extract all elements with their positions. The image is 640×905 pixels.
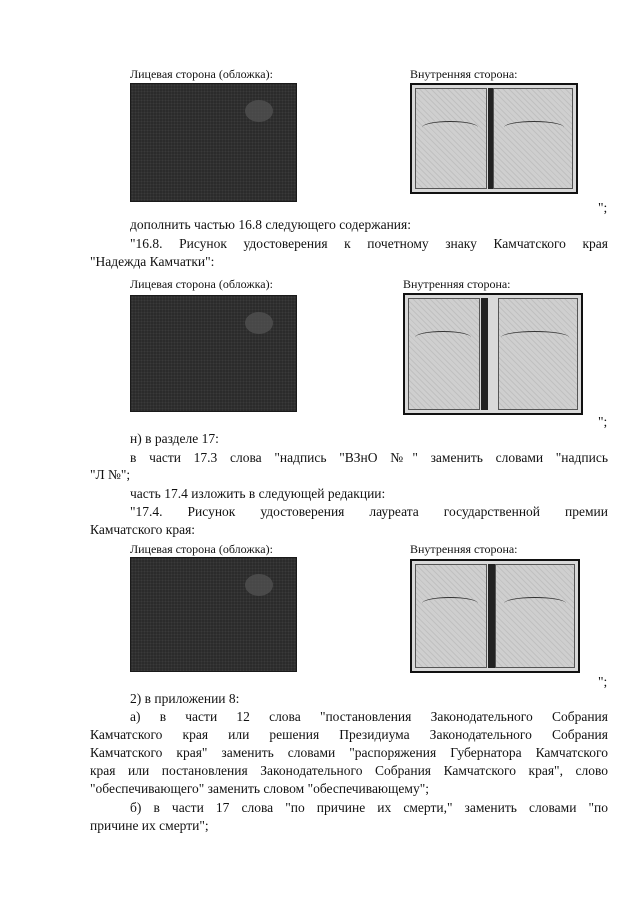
inner-side-image-1 bbox=[410, 83, 578, 194]
closing-mark-2: "; bbox=[598, 414, 608, 429]
inner-side-label-2: Внутренняя сторона: bbox=[403, 277, 511, 291]
text-line: "Надежда Камчатки": bbox=[90, 254, 215, 269]
text-line: причине их смерти"; bbox=[90, 818, 209, 833]
inner-side-label-3: Внутренняя сторона: bbox=[410, 542, 518, 556]
text-line: Камчатского края: bbox=[90, 522, 196, 537]
text-line: в части 17.3 слова "надпись "ВЗнО №" заменить словами "надпись bbox=[130, 450, 608, 465]
text-line: а) в части 12 слова "постановления Законодательного Собрания bbox=[130, 709, 608, 724]
closing-mark-3: "; bbox=[598, 674, 608, 689]
text-line: н) в разделе 17: bbox=[130, 431, 219, 446]
inner-side-image-3 bbox=[410, 559, 580, 673]
front-cover-label-2: Лицевая сторона (обложка): bbox=[130, 277, 273, 291]
front-cover-label-3: Лицевая сторона (обложка): bbox=[130, 542, 273, 556]
text-line: дополнить частью 16.8 следующего содержания: bbox=[130, 217, 411, 232]
front-cover-image-2 bbox=[130, 295, 297, 412]
text-line: б) в части 17 слова "по причине их смерти," заменить словами "по bbox=[130, 800, 608, 815]
text-line: края или постановления Законодательного Собрания Камчатского края", слово bbox=[90, 763, 608, 778]
text-line: "Л №"; bbox=[90, 467, 131, 482]
text-line: "16.8. Рисунок удостоверения к почетному знаку Камчатского края bbox=[130, 236, 608, 251]
front-cover-image-3 bbox=[130, 557, 297, 672]
text-line: Камчатского края или решения Президиума Законодательного Собрания bbox=[90, 727, 608, 742]
front-cover-label-1: Лицевая сторона (обложка): bbox=[130, 67, 273, 81]
text-line: "обеспечивающего" заменить словом "обеспечивающему"; bbox=[90, 781, 429, 796]
text-line: 2) в приложении 8: bbox=[130, 691, 240, 706]
text-line: Камчатского края" заменить словами "распоряжения Губернатора Камчатского bbox=[90, 745, 608, 760]
closing-mark-1: "; bbox=[598, 200, 608, 215]
front-cover-image-1 bbox=[130, 83, 297, 202]
inner-side-image-2 bbox=[403, 293, 583, 415]
text-line: часть 17.4 изложить в следующей редакции: bbox=[130, 486, 386, 501]
text-line: "17.4. Рисунок удостоверения лауреата государственной премии bbox=[130, 504, 608, 519]
inner-side-label-1: Внутренняя сторона: bbox=[410, 67, 518, 81]
